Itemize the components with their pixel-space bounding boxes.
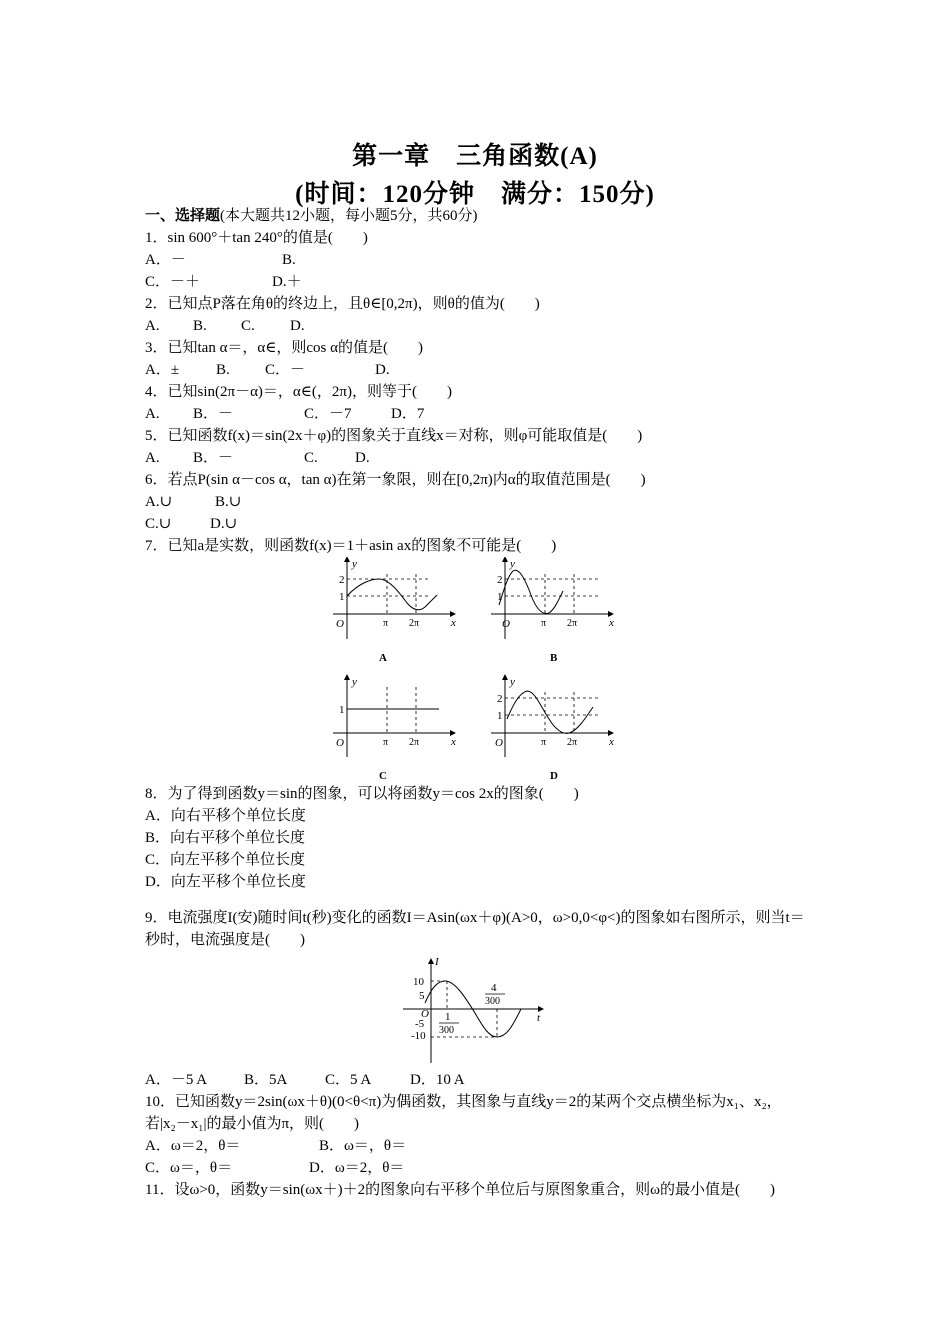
q8-option-c: C．向左平移个单位长度 <box>145 852 306 868</box>
q9-option-d: D．10 A <box>410 1072 465 1088</box>
q2-option-a: A. <box>145 318 160 334</box>
q9-ytick-minus10: -10 <box>411 1030 426 1042</box>
q1-options-row2 <box>145 271 810 293</box>
q1-stem: 1．sin 600°＋tan 240°的值是( ) <box>145 230 368 246</box>
q7c-ytick-1: 1 <box>339 704 345 716</box>
q2-option-b: B. <box>193 318 207 334</box>
q6-option-a: A.∪ <box>145 494 173 510</box>
q7c-xtick-pi: π <box>383 737 389 748</box>
q4-option-c: C．－7 <box>304 406 352 422</box>
q9-ytick-minus5: -5 <box>415 1018 425 1030</box>
q7c-caption: C <box>379 770 387 782</box>
q9-options <box>145 1069 810 1091</box>
q9-option-b: B．5A <box>244 1072 288 1088</box>
q1-option-b: B. <box>282 252 296 268</box>
q7c-xtick-2pi: 2π <box>409 737 420 748</box>
q1-option-c: C．－＋ <box>145 274 201 290</box>
q6-option-c: C.∪ <box>145 516 172 532</box>
q7d-x-label: x <box>609 736 614 748</box>
q7b-x-label: x <box>609 617 614 629</box>
q10-option-b: B．ω＝，θ＝ <box>319 1138 407 1154</box>
q7a-ytick-2: 2 <box>339 574 345 586</box>
q7d-y-label: y <box>510 676 515 688</box>
q5-options <box>145 447 810 469</box>
q8-stem: 8．为了得到函数y＝sin的图象，可以将函数y＝cos 2x的图象( ) <box>145 786 579 802</box>
q7-graph-a <box>333 557 456 664</box>
q7d-origin: O <box>495 737 503 749</box>
q7a-ytick-1: 1 <box>339 591 345 603</box>
q4-option-d: D．7 <box>391 406 425 422</box>
q9-figure <box>145 951 810 1069</box>
q7b-y-label: y <box>510 558 515 570</box>
q7-graphs <box>145 557 810 783</box>
section-note: (本大题共12小题，每小题5分，共60分) <box>220 208 478 224</box>
q2-options <box>145 315 810 337</box>
q6-options-row2 <box>145 513 810 535</box>
q9-frac1-num: 1 <box>445 1011 451 1023</box>
q7-stem: 7．已知a是实数，则函数f(x)＝1＋asin ax的图象不可能是( ) <box>145 538 557 554</box>
q7c-origin: O <box>336 737 344 749</box>
q9-t-label: t <box>537 1012 541 1024</box>
q10-options-row2 <box>145 1157 810 1179</box>
q4-option-a: A. <box>145 406 160 422</box>
q3-option-d: D. <box>375 362 390 378</box>
q1-option-d: D.＋ <box>272 274 302 290</box>
q3-option-b: B. <box>216 362 230 378</box>
q1-option-a: A．－ <box>145 252 186 268</box>
q10-option-c: C．ω＝，θ＝ <box>145 1160 233 1176</box>
q6-stem: 6．若点P(sin α－cos α，tan α)在第一象限，则在[0,2π)内α的取值范围是( ) <box>145 472 646 488</box>
q4-option-b: B．－ <box>193 406 234 422</box>
q5-option-d: D. <box>355 450 370 466</box>
q6-option-b: B.∪ <box>215 494 242 510</box>
q2-option-d: D. <box>290 318 305 334</box>
q9-stem: 9．电流强度I(安)随时间t(秒)变化的函数I＝Asin(ωx＋φ)(A>0，ω>0,0<φ<)的图象如右图所示，则当t＝秒时，电流强度是( ) <box>145 910 805 948</box>
q7b-caption: B <box>550 652 558 664</box>
q9-frac2-den: 300 <box>485 996 500 1007</box>
q7b-ytick-1: 1 <box>497 591 503 603</box>
q7d-xtick-2pi: 2π <box>567 737 578 748</box>
q7b-xtick-pi: π <box>541 618 547 629</box>
q5-stem: 5．已知函数f(x)＝sin(2x＋φ)的图象关于直线x＝对称，则φ可能取值是( ) <box>145 428 643 444</box>
q8-option-b: B．向右平移个单位长度 <box>145 830 306 846</box>
chapter-title: 第一章 三角函数(A) <box>352 143 598 170</box>
exam-info: (时间：120分钟 满分：150分) <box>295 181 655 208</box>
q7b-origin: O <box>502 618 510 630</box>
q7b-ytick-2: 2 <box>497 574 503 586</box>
q9-option-a: A．－5 A <box>145 1072 208 1088</box>
q7b-xtick-2pi: 2π <box>567 618 578 629</box>
q7b-curve <box>499 570 563 613</box>
q7-figure <box>145 557 810 783</box>
section-heading <box>145 205 810 227</box>
q8-option-a: A．向右平移个单位长度 <box>145 808 306 824</box>
q7d-ytick-2: 2 <box>497 693 503 705</box>
q7d-xtick-pi: π <box>541 737 547 748</box>
q8-option-d: D．向左平移个单位长度 <box>145 874 306 890</box>
q4-stem: 4．已知sin(2π－α)＝，α∈(，2π)，则等于( ) <box>145 384 452 400</box>
q6-options-row1 <box>145 491 810 513</box>
q7-graph-c <box>333 675 456 782</box>
q9-i-label: I <box>435 956 439 968</box>
q7d-caption: D <box>550 770 558 782</box>
q3-option-c: C．－ <box>265 362 306 378</box>
q7-graph-d <box>491 675 614 782</box>
q5-option-a: A. <box>145 450 160 466</box>
q9-ytick-5: 5 <box>419 990 425 1002</box>
q9-origin: O <box>421 1008 429 1020</box>
q9-frac2-num: 4 <box>491 982 497 994</box>
q7a-origin: O <box>336 618 344 630</box>
q10-options-row1 <box>145 1135 810 1157</box>
q11-stem: 11．设ω>0，函数y＝sin(ωx＋)＋2的图象向右平移个单位后与原图象重合，则ω的最小值是( ) <box>145 1182 776 1198</box>
q9-ytick-10: 10 <box>413 976 424 988</box>
q5-option-b: B．－ <box>193 450 234 466</box>
q6-option-d: D.∪ <box>210 516 238 532</box>
q7a-x-label: x <box>451 617 456 629</box>
q10-option-a: A．ω＝2，θ＝ <box>145 1138 241 1154</box>
q9-frac1-den: 300 <box>439 1025 454 1036</box>
q2-option-c: C. <box>241 318 255 334</box>
q4-options <box>145 403 810 425</box>
q7a-xtick-2pi: 2π <box>409 618 420 629</box>
q5-option-c: C. <box>304 450 318 466</box>
q10-option-d: D．ω＝2，θ＝ <box>309 1160 405 1176</box>
q9-graph <box>145 951 810 1069</box>
section-label: 一、选择题 <box>145 208 221 224</box>
q3-options <box>145 359 810 381</box>
question-list <box>145 205 810 1201</box>
q7c-y-label: y <box>352 676 357 688</box>
q7a-y-label: y <box>352 558 357 570</box>
q9-option-c: C．5 A <box>325 1072 372 1088</box>
q3-stem: 3．已知tan α＝，α∈，则cos α的值是( ) <box>145 340 423 356</box>
q7-graph-b <box>491 557 614 664</box>
q7a-caption: A <box>379 652 387 664</box>
q7a-curve <box>347 579 437 610</box>
q7d-ytick-1: 1 <box>497 710 503 722</box>
q7c-x-label: x <box>451 736 456 748</box>
q3-option-a: A．± <box>145 362 180 378</box>
q2-stem: 2．已知点P落在角θ的终边上，且θ∈[0,2π)，则θ的值为( ) <box>145 296 540 312</box>
q1-options-row1 <box>145 249 810 271</box>
q10-stem: 10．已知函数y＝2sin(ωx＋θ)(0<θ<π)为偶函数，其图象与直线y＝2的某两个交点横坐标为x₁、x₂，若|x₂－x₁|的最小值为π，则( ) <box>145 1094 782 1132</box>
q7a-xtick-pi: π <box>383 618 389 629</box>
q7d-curve <box>507 691 593 733</box>
